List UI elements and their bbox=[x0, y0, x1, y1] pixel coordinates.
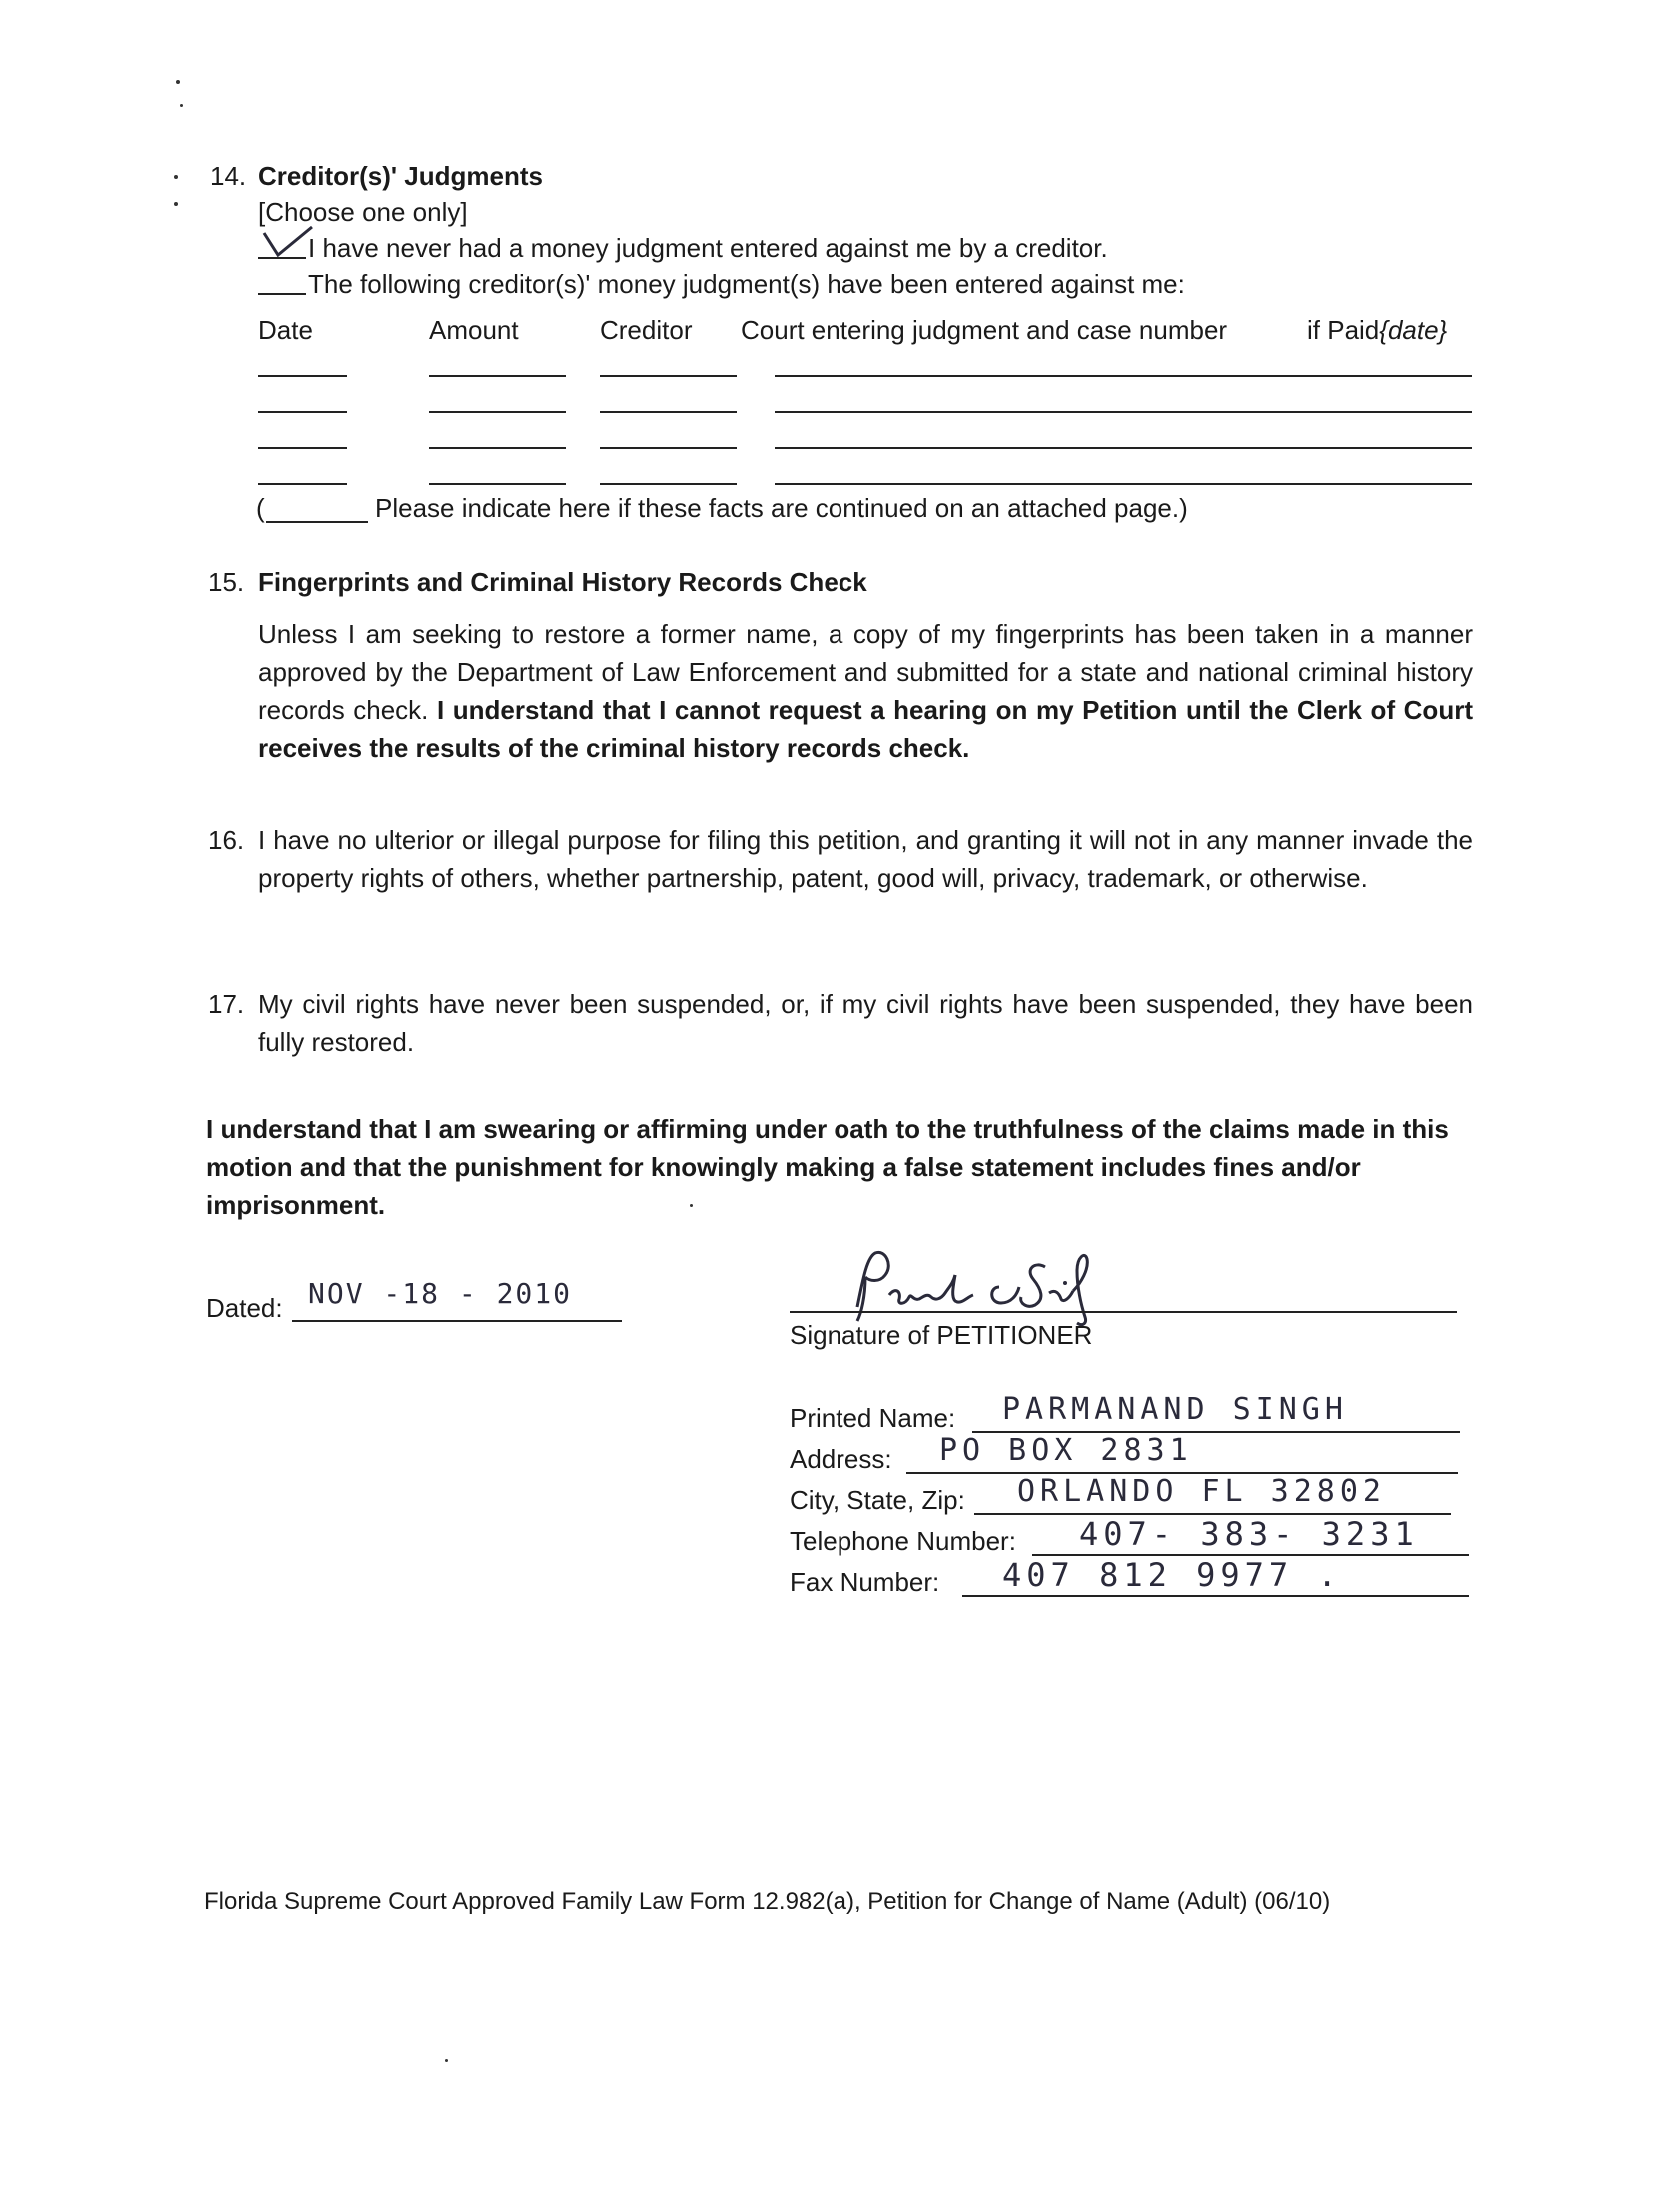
item-16-body: I have no ulterior or illegal purpose for filing this petition, and granting it will not in any manner invade the property rights of others, whether partnership, patent, good will, privacy, trademark, or otherwise. bbox=[258, 825, 1473, 893]
fax-value: 407 812 9977 . bbox=[1002, 1556, 1342, 1594]
col-header-amount: Amount bbox=[429, 315, 519, 345]
signature-field[interactable] bbox=[790, 1311, 1457, 1313]
row-date-field[interactable] bbox=[258, 447, 347, 449]
option-following-label: The following creditor(s)' money judgment(s) have been entered against me: bbox=[308, 269, 1185, 299]
dated-field[interactable] bbox=[292, 1320, 622, 1322]
item-16-number: 16. bbox=[208, 825, 245, 855]
row-creditor-field[interactable] bbox=[600, 375, 737, 377]
row-date-field[interactable] bbox=[258, 483, 347, 485]
option-never-label: I have never had a money judgment entered against me by a creditor. bbox=[308, 233, 1108, 263]
option-following-checkbox[interactable] bbox=[258, 293, 306, 295]
scan-speck bbox=[174, 202, 178, 206]
col-header-date: Date bbox=[258, 315, 313, 345]
form-footer: Florida Supreme Court Approved Family Law Form 12.982(a), Petition for Change of Name (Adult) (06/10) bbox=[204, 1888, 1331, 1915]
item-17-body: My civil rights have never been suspended, or, if my civil rights have been suspended, they have been fully restored. bbox=[258, 989, 1473, 1057]
scan-speck bbox=[445, 2059, 448, 2062]
phone-label: Telephone Number: bbox=[790, 1526, 1016, 1556]
scan-speck bbox=[180, 104, 183, 107]
printed-name-label: Printed Name: bbox=[790, 1403, 956, 1433]
col-header-paid bbox=[1307, 311, 1447, 349]
row-amount-field[interactable] bbox=[429, 375, 566, 377]
dated-value: NOV -18 - 2010 bbox=[308, 1277, 573, 1310]
row-court-field[interactable] bbox=[775, 375, 1472, 377]
fax-field[interactable] bbox=[962, 1595, 1469, 1597]
row-date-field[interactable] bbox=[258, 411, 347, 413]
col-header-paid-prefix: if Paid bbox=[1307, 315, 1380, 345]
col-header-creditor: Creditor bbox=[600, 315, 693, 345]
city-label: City, State, Zip: bbox=[790, 1485, 965, 1515]
item-15-body bbox=[258, 615, 1473, 767]
continued-note: Please indicate here if these facts are continued on an attached page.) bbox=[375, 493, 1188, 523]
scan-speck bbox=[174, 175, 178, 179]
item-14-instruction: [Choose one only] bbox=[258, 197, 468, 227]
signature-label: Signature of PETITIONER bbox=[790, 1320, 1093, 1350]
oath-statement: I understand that I am swearing or affirming under oath to the truthfulness of the claims made in this motion and that the punishment for knowingly making a false statement includes fines and/or imprisonment. bbox=[206, 1114, 1449, 1220]
continued-open-paren: ( bbox=[256, 493, 265, 523]
scan-speck bbox=[176, 80, 180, 84]
item-15-title: Fingerprints and Criminal History Records Check bbox=[258, 567, 867, 597]
row-amount-field[interactable] bbox=[429, 411, 566, 413]
col-header-paid-suffix: {date} bbox=[1379, 315, 1448, 345]
item-15-number: 15. bbox=[208, 567, 245, 597]
item-14-number: 14. bbox=[210, 161, 247, 191]
dated-label: Dated: bbox=[206, 1293, 283, 1323]
city-value: ORLANDO FL 32802 bbox=[1017, 1474, 1386, 1509]
row-creditor-field[interactable] bbox=[600, 483, 737, 485]
row-court-field[interactable] bbox=[775, 483, 1472, 485]
row-creditor-field[interactable] bbox=[600, 447, 737, 449]
item-14-title: Creditor(s)' Judgments bbox=[258, 161, 543, 191]
fax-label: Fax Number: bbox=[790, 1567, 940, 1597]
phone-value: 407- 383- 3231 bbox=[1079, 1515, 1419, 1553]
continued-checkbox[interactable] bbox=[266, 521, 368, 523]
address-label: Address: bbox=[790, 1444, 892, 1474]
row-date-field[interactable] bbox=[258, 375, 347, 377]
item-15-body-text: Unless I am seeking to restore a former name, a copy of my fingerprints has been taken in a manner approved by the Department of Law Enforcement and submitted for a state and national criminal history records check. bbox=[258, 619, 1473, 725]
row-court-field[interactable] bbox=[775, 447, 1472, 449]
item-17-number: 17. bbox=[208, 989, 245, 1019]
row-creditor-field[interactable] bbox=[600, 411, 737, 413]
row-amount-field[interactable] bbox=[429, 447, 566, 449]
row-court-field[interactable] bbox=[775, 411, 1472, 413]
row-amount-field[interactable] bbox=[429, 483, 566, 485]
printed-name-value: PARMANAND SINGH bbox=[1002, 1392, 1348, 1427]
item-15-body-bold: I understand that I cannot request a hearing on my Petition until the Clerk of Court receives the results of the criminal history records check. bbox=[258, 695, 1473, 763]
address-value: PO BOX 2831 bbox=[939, 1433, 1193, 1468]
col-header-court: Court entering judgment and case number bbox=[741, 315, 1228, 345]
